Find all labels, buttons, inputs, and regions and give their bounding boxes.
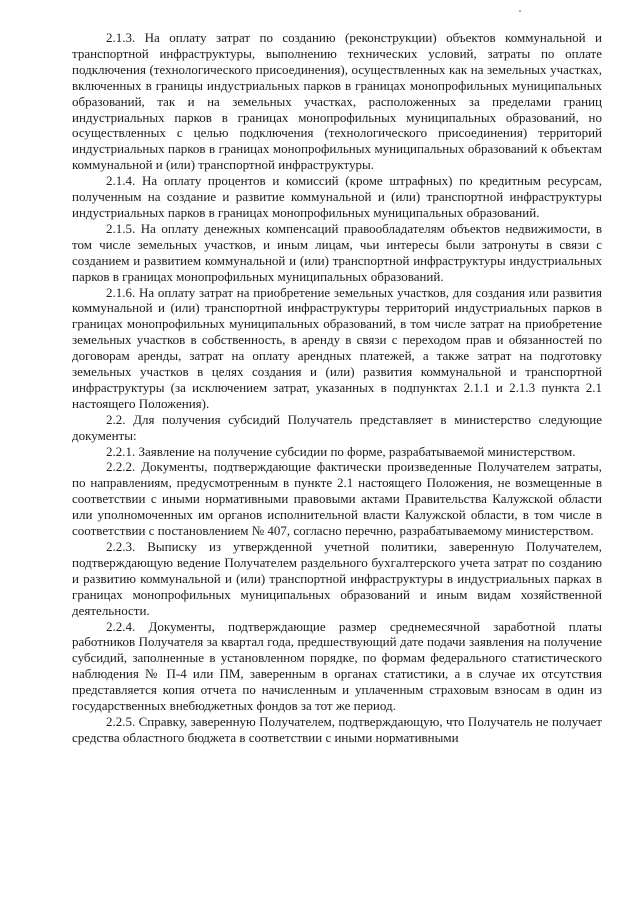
paragraph-2-1-3: 2.1.3. На оплату затрат по созданию (реконструкции) объектов коммунальной и транспортной инфраструктуры, выполнению технических условий, затраты по оплате подключения (технологического присоединения), осуществленных как на земельных участках, включенных в границы индустриальных парков в границах монопрофильных муниципальных образований, так и на земельных участках, расположенных за пределами границ индустриальных парков в границах монопрофильных муниципальных образований, но осуществленных с целью подключения (технологического присоединения) территорий индустриальных парков в границах монопрофильных муниципальных образований к объектам коммунальной и (или) транспортной инфраструктуры.	[72, 30, 602, 173]
paragraph-2-2-1: 2.2.1. Заявление на получение субсидии по форме, разрабатываемой министерством.	[106, 443, 576, 459]
paragraph-2-2-3: 2.2.3. Выписку из утвержденной учетной политики, заверенную Получателем, подтверждающую ведение Получателем раздельного бухгалтерского учета затрат по созданию и развитию коммунальной и (или) транспортной инфраструктуры в индустриальных парках в границах монопрофильных муниципальных образований и иным видам хозяйственной деятельности.	[72, 539, 602, 618]
scan-dot	[519, 10, 521, 12]
paragraph-2-1-5: 2.1.5. На оплату денежных компенсаций правообладателям объектов недвижимости, в том числе земельных участков, и иным лицам, чьи интересы были затронуты в связи с созданием и развитием коммунальной и (или) транспортной инфраструктуры индустриальных парков в границах монопрофильных муниципальных образований.	[72, 220, 602, 284]
paragraph-2-1-6: 2.1.6. На оплату затрат на приобретение земельных участков, для создания или развития коммунальной и (или) транспортной инфраструктуры территорий индустриальных парков в границах монопрофильных муниципальных образований, в том числе затрат на приобретение земельных участков в собственность, в аренду в связи с переходом прав и обязанностей по договорам аренды, затрат на оплату арендных платежей, а также затрат на подготовку земельных участков в целях создания и (или) развития коммунальной и транспортной инфраструктуры (за исключением затрат, указанных в подпунктах 2.1.1 и 2.1.3 пункта 2.1 настоящего Положения).	[72, 284, 602, 411]
paragraph-2-2-4: 2.2.4. Документы, подтверждающие размер среднемесячной заработной платы работников Получателя за квартал года, предшествующий дате подачи заявления на получение субсидий, заполненные в установленном порядке, по формам федерального статистического наблюдения № П-4 или ПМ, заверенным в органах статистики, а в случае их отсутствия представляется копия отчета по начисленным и уплаченным страховым взносам в один из государственных внебюджетных фондов за тот же период.	[72, 618, 602, 714]
paragraph-2-2: 2.2. Для получения субсидий Получатель представляет в министерство следующие документы:	[72, 411, 602, 443]
paragraph-2-1-4: 2.1.4. На оплату процентов и комиссий (кроме штрафных) по кредитным ресурсам, полученным на создание и развитие коммунальной и (или) транспортной инфраструктуры индустриальных парков в границах монопрофильных муниципальных образований.	[72, 173, 602, 220]
paragraph-2-2-5: 2.2.5. Справку, заверенную Получателем, подтверждающую, что Получатель не получает средства областного бюджета в соответствии с иными нормативными	[72, 713, 602, 745]
paragraph-2-2-2: 2.2.2. Документы, подтверждающие фактически произведенные Получателем затраты, по направлениям, предусмотренным в пункте 2.1 настоящего Положения, не возмещенные в соответствии с иными нормативными правовыми актами Правительства Калужской области или уполномоченных им органов исполнительной власти Калужской области, в том числе в соответствии с постановлением № 407, согласно перечню, разрабатываемому министерством.	[72, 459, 602, 539]
